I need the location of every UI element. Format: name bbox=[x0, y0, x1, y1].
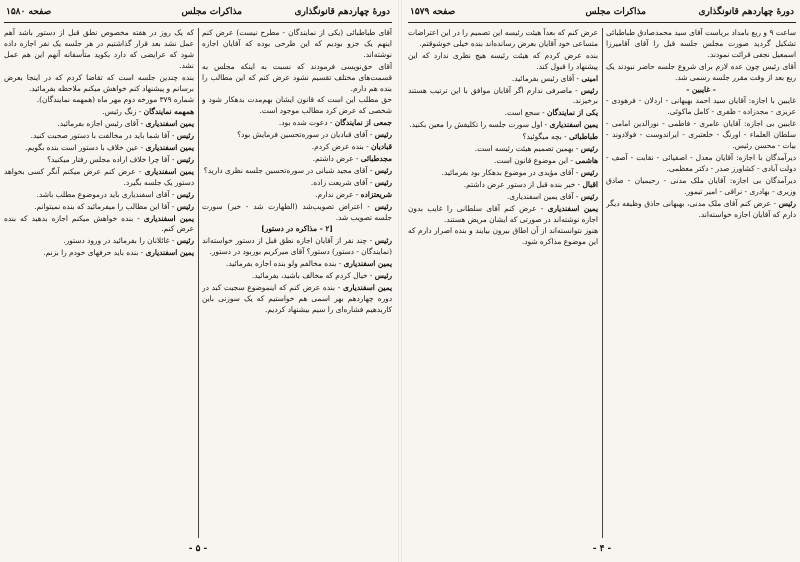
transcript-paragraph bbox=[408, 192, 598, 203]
speaker-name: یمین اسفندیاری bbox=[143, 213, 194, 223]
speaker-name: رئیس bbox=[580, 85, 598, 95]
right-page-number: - ۴ - bbox=[592, 544, 612, 554]
left-page-column-right bbox=[202, 28, 392, 538]
speaker-name: همهمه نمایندگان bbox=[143, 107, 194, 117]
transcript-paragraph bbox=[408, 144, 598, 155]
transcript-paragraph bbox=[4, 131, 194, 142]
transcript-paragraph bbox=[4, 119, 194, 130]
transcript-paragraph bbox=[4, 73, 194, 95]
speaker-name: طباطبائی bbox=[569, 132, 598, 142]
paragraph-text: - آقا چرا خلاف اراده مجلس رفتار میکنید؟ bbox=[47, 154, 175, 164]
speaker-name: یمین اسفندیاری bbox=[145, 119, 194, 129]
transcript-paragraph bbox=[202, 62, 392, 95]
speaker-name: رئیس bbox=[374, 236, 392, 246]
paragraph-text: - این موضوع قانون است. bbox=[494, 155, 573, 165]
transcript-paragraph bbox=[408, 132, 598, 143]
speaker-name: رئیس bbox=[374, 177, 392, 187]
paragraph-text: ساعت ۹ و ربع بامداد بریاست آقای سید محمدصادق طباطبائی تشکیل گردید صورت مجلس جلسه قبل را آقای آقامیرزا اسمعیل نجفی قرائت نمودند. bbox=[606, 28, 796, 59]
transcript-paragraph bbox=[202, 259, 392, 270]
paragraph-text: بنده چندین جلسه است که تقاضا کردم که در اینجا بعرض برسانم و پیشنهاد کنم خواهش میکنم ملاحظه بفرمائید. bbox=[4, 72, 194, 93]
paragraph-text: - غائلانان را بفرمائید در ورود دستور. bbox=[63, 236, 175, 246]
paragraph-text: - خیر بنده قبل از دستور عرض داشتم. bbox=[463, 179, 581, 189]
left-header-page-label: صفحه ۱۵۸۰ bbox=[6, 7, 52, 17]
left-page bbox=[4, 4, 392, 556]
paragraph-text: - عرض ندارم. bbox=[315, 189, 359, 199]
paragraph-text: - اول سورت جلسه را تکلیفش را معین بکنید. bbox=[409, 120, 548, 130]
speaker-name: رئیس bbox=[176, 131, 194, 141]
speaker-name: یمین اسفندیاری bbox=[549, 120, 598, 130]
speaker-name: رئیس bbox=[374, 201, 392, 211]
transcript-paragraph bbox=[408, 226, 598, 248]
paragraph-text: - بچه میگوئید؟ bbox=[522, 132, 567, 142]
transcript-paragraph bbox=[202, 271, 392, 282]
paragraph-text: که یک روز در هفته مخصوص نطق قبل از دستور باشد آهم عمل نشد بعد قرار گذاشتیم در هر جلسه یک نفر اجازه داده شود که عرایضی که دارد بکوید متأسفانه آنهم این هم عمل نشد. bbox=[4, 28, 194, 70]
paragraph-text: - عین خلاف با دستور است بنده بگویم. bbox=[25, 143, 144, 153]
transcript-paragraph bbox=[606, 153, 796, 175]
transcript-paragraph bbox=[408, 168, 598, 179]
transcript-paragraph bbox=[606, 62, 796, 84]
paragraph-text: - بنده خواهش میکنم اجازه بدهید که بنده عرض کنم. bbox=[4, 213, 194, 234]
speaker-name: یمین اسفندیاری bbox=[343, 282, 392, 292]
paragraph-text: دیرآمدگان بی اجازه: آقایان ملک مدنی - رحیمیان - صادق وزیری - بهادری - نراقی - امیر تیمور. bbox=[606, 175, 796, 196]
speaker-name: اقبال bbox=[582, 179, 598, 189]
transcript-paragraph bbox=[4, 167, 194, 189]
transcript-paragraph bbox=[202, 142, 392, 153]
transcript-paragraph bbox=[606, 176, 796, 198]
speaker-name: رئیس bbox=[580, 144, 598, 154]
transcript-paragraph bbox=[202, 118, 392, 129]
paragraph-text: هنوز نتوانسته‌اند از آن اطاق بیرون بیایند و بنده اصرار دارم که این موضوع مذاکره شود. bbox=[408, 226, 598, 247]
speaker-name: یمین اسفندیاری bbox=[144, 166, 194, 176]
transcript-paragraph bbox=[202, 283, 392, 316]
paragraph-text: حق مطلب این است که قانون ایشان بهم‌مدت بدهکار شود و شخصی که عرض کرد مطالب موجود است. bbox=[202, 95, 392, 116]
paragraph-text: آقای حق‌نویسی فرمودند که نسبت به اینکه مجلس به قسمت‌های مختلف تقسیم نشود عرض کنم که این مطالب را بنده هم دارم. bbox=[202, 61, 392, 93]
right-header-page-label: صفحه ۱۵۷۹ bbox=[410, 7, 456, 17]
speaker-name: یکی از نمایندگان bbox=[546, 108, 598, 118]
speaker-name: رئیس bbox=[176, 154, 194, 164]
transcript-paragraph bbox=[408, 28, 598, 50]
transcript-paragraph bbox=[4, 248, 194, 259]
transcript-paragraph bbox=[202, 130, 392, 141]
speaker-name: رئیس bbox=[374, 165, 392, 175]
speaker-name: رئیس bbox=[580, 167, 598, 177]
transcript-paragraph bbox=[408, 86, 598, 108]
transcript-paragraph bbox=[4, 28, 194, 72]
speaker-name: جمعی از نمایندگان bbox=[334, 118, 392, 128]
paragraph-text: - عرض کنم آقای ملک مدنی، بهبهانی حاذق وظیفه دیگر دارم که آقایان اجازه خواسته‌اند. bbox=[606, 198, 796, 219]
transcript-paragraph bbox=[606, 96, 796, 118]
paragraph-text: - آقای شریعت زاده. bbox=[310, 177, 373, 187]
speaker-name: رئیس bbox=[374, 130, 392, 140]
speaker-name: شریعتزاده bbox=[360, 189, 392, 199]
paragraph-text: - آقای مؤیدی در موضوع بدهکار بود بفرمائید. bbox=[441, 167, 579, 177]
speaker-name: رئیس bbox=[778, 198, 796, 208]
paragraph-text: دیرآمدگان با اجازه: آقایان معدل - اصفیائی - نقابت - آصف - دولت آبادی - کشاورز صدر - دکتر معظمی. bbox=[606, 152, 796, 173]
paragraph-text: - خیال کردم که مخالف باشید، بفرمائید. bbox=[251, 271, 373, 281]
paragraph-text: غایبین با اجازه: آقایان سید احمد بهبهانی - اردلان - فرهودی - عزیزی - مجدزاده - ظفری - کامل ماکوئی. bbox=[606, 96, 796, 117]
transcript-paragraph bbox=[408, 120, 598, 131]
paragraph-text: - آقای رئیس بفرمائید. bbox=[511, 73, 579, 83]
paragraph-text: - آقای مجید شبانی در سوره‌تحسین جلسه نظری دارید؟ bbox=[203, 165, 373, 175]
speaker-name: یمین اسفندیاری bbox=[547, 203, 598, 213]
transcript-paragraph bbox=[202, 190, 392, 201]
transcript-paragraph bbox=[408, 180, 598, 191]
speaker-name: رئیس bbox=[176, 201, 194, 211]
transcript-paragraph bbox=[202, 28, 392, 61]
paragraph-text: - بنده عرض کردم. bbox=[311, 142, 369, 152]
paragraph-text: - بهمین تصمیم هیئت رئیسه است. bbox=[474, 144, 579, 154]
paragraph-text: - زنگ رئیس. bbox=[102, 107, 142, 117]
transcript-paragraph bbox=[202, 178, 392, 189]
speaker-name: رئیس bbox=[176, 236, 194, 246]
transcript-paragraph bbox=[4, 107, 194, 118]
paragraph-text: - بنده عرض کنم که اینموضوع سجیت کبد در دوره چهاردهم بهر اسمی هم خواستیم که یک سوزنی باین کاربدهیم فشاره‌ای را سیم بیشنهاد کردیم. bbox=[202, 282, 392, 314]
transcript-paragraph bbox=[408, 51, 598, 73]
right-header-session: دورهٔ چهاردهم قانونگذاری bbox=[698, 7, 794, 17]
paragraph-text: - عرض کنم عرض میکنم آنگر کسی بخواهد دستور یک جلسه بگیرد. bbox=[4, 166, 194, 187]
transcript-paragraph bbox=[408, 156, 598, 167]
speaker-name: مجدطبائی bbox=[360, 153, 392, 163]
left-page-column-left bbox=[4, 28, 194, 538]
transcript-paragraph bbox=[4, 95, 194, 106]
paragraph-text: - دعوت شده بود. bbox=[278, 118, 333, 128]
book-gutter bbox=[398, 0, 402, 562]
left-header-title: مذاکرات مجلس bbox=[181, 7, 242, 17]
transcript-paragraph bbox=[202, 154, 392, 165]
left-page-number: - ۵ - bbox=[188, 544, 208, 554]
paragraph-text: - آقا شما باید در مخالفت با دستور صحبت کنید. bbox=[30, 131, 175, 141]
transcript-paragraph bbox=[4, 202, 194, 213]
transcript-paragraph bbox=[606, 199, 796, 221]
transcript-paragraph bbox=[4, 190, 194, 201]
transcript-paragraph bbox=[606, 119, 796, 152]
right-page-column-right bbox=[606, 28, 796, 538]
section-heading: - غایبین - bbox=[686, 84, 716, 94]
transcript-paragraph bbox=[408, 74, 598, 85]
right-column-divider bbox=[602, 28, 603, 538]
paragraph-text: - بنده باید حرفهای خودم را بزنم. bbox=[43, 248, 144, 258]
transcript-paragraph bbox=[4, 155, 194, 166]
speaker-name: یمین اسفندیاری bbox=[145, 248, 194, 258]
speaker-name: هاشمی bbox=[575, 155, 598, 165]
paragraph-text: - سجع است. bbox=[504, 108, 545, 118]
speaker-name: رئیس bbox=[580, 191, 598, 201]
section-heading: [۲ - مذاکره در دستور] bbox=[261, 224, 333, 234]
paragraph-text: بنده عرض کردم که هیئت رئیسه هیچ نظری ندارد که این پیشنهاد را قبول کند. bbox=[408, 50, 598, 71]
paragraph-text: - آقای رئیس اجازه بفرمائید. bbox=[57, 119, 144, 129]
speaker-name: یمین اسفندیاری bbox=[343, 259, 392, 269]
paragraph-text: - عرض کنم آقای سلطانی را غایب بدون اجازه نوشته‌اند در صورتی که ایشان مریض هستند. bbox=[408, 203, 598, 224]
paragraph-text: آقای رئیس چون عده لازم برای شروع جلسه حاضر نبودند یک ربع بعد از وقت مقرر جلسه رسمی شد. bbox=[606, 61, 796, 82]
right-page-header bbox=[408, 4, 796, 23]
paragraph-text: آقای طباطبائی (یکی از نمایندگان - مطرح نیست) عرض کنم اینهم یک جزو بودیم که این طرحی بوده که آقایان اجازه نوشته‌اند. bbox=[202, 28, 392, 59]
right-page bbox=[408, 4, 796, 556]
paragraph-text: - بنده مخالفم ولو بنده اجازه بفرمائید. bbox=[226, 259, 342, 269]
left-page-header bbox=[4, 4, 392, 23]
paragraph-text: - آقا این مطالب را میفرمائید که بنده نمیتوانم. bbox=[34, 201, 175, 211]
right-page-column-left bbox=[408, 28, 598, 538]
paragraph-text: - آقای قبادیان در سوره‌تحسین فرمایش بود؟ bbox=[237, 130, 373, 140]
left-header-session: دورهٔ چهاردهم قانونگذاری bbox=[294, 7, 390, 17]
transcript-paragraph bbox=[202, 95, 392, 117]
left-column-divider bbox=[198, 28, 199, 538]
transcript-paragraph bbox=[408, 108, 598, 119]
transcript-paragraph bbox=[408, 204, 598, 226]
speaker-name: رئیس bbox=[176, 189, 194, 199]
right-header-title: مذاکرات مجلس bbox=[585, 7, 646, 17]
paragraph-text: - آقای یمین اسفندیاری. bbox=[506, 191, 579, 201]
paragraph-text: - اعتراض تصویب‌شد (الطهارت شد - خیر) سورت جلسه تصویب شد. bbox=[202, 201, 392, 222]
transcript-paragraph bbox=[202, 166, 392, 177]
transcript-paragraph bbox=[606, 28, 796, 61]
paragraph-text: - چند نفر از آقایان اجازه نطق قبل از دستور خواسته‌اند (نمایندگان - دستور) دستور؟ آقای میرکریم بوربود در دستور. bbox=[202, 236, 392, 257]
speaker-name: یمین اسفندیاری bbox=[145, 143, 194, 153]
transcript-paragraph bbox=[4, 236, 194, 247]
transcript-paragraph bbox=[202, 236, 392, 258]
speaker-name: رئیس bbox=[374, 271, 392, 281]
transcript-paragraph bbox=[4, 143, 194, 154]
paragraph-text: - آقای اسفندیاری باید درموضوع مطلب باشد. bbox=[36, 189, 175, 199]
speaker-name: امینی bbox=[581, 73, 598, 83]
paragraph-text: شماره ۳۷۹ مورخه دوم مهر ماه (همهمه نمایندگان). bbox=[36, 95, 194, 105]
paragraph-text: غایبین بی اجازه: آقایان عامری - فاطمی - نورالدین امامی - سلطان العلماء - اورنگ - خلعتبری - ایراندوست - فولادوند - بیات - محسن رئیس. bbox=[606, 119, 796, 151]
transcript-paragraph bbox=[4, 214, 194, 236]
paragraph-text: - عرض داشتم. bbox=[312, 153, 359, 163]
speaker-name: قبادیان bbox=[370, 142, 392, 152]
transcript-paragraph bbox=[202, 202, 392, 224]
paragraph-text: - ماصرفی ندارم اگر آقایان موافق با این ترتیب هستند برخیزند. bbox=[408, 85, 598, 106]
paragraph-text: عرض کنم که بعداً هیئت رئیسه این تصمیم را در این اعتراضات متساعی خود آقایان بعرض رسانده‌اند بنده خیلی خوشوقتم. bbox=[408, 28, 598, 48]
